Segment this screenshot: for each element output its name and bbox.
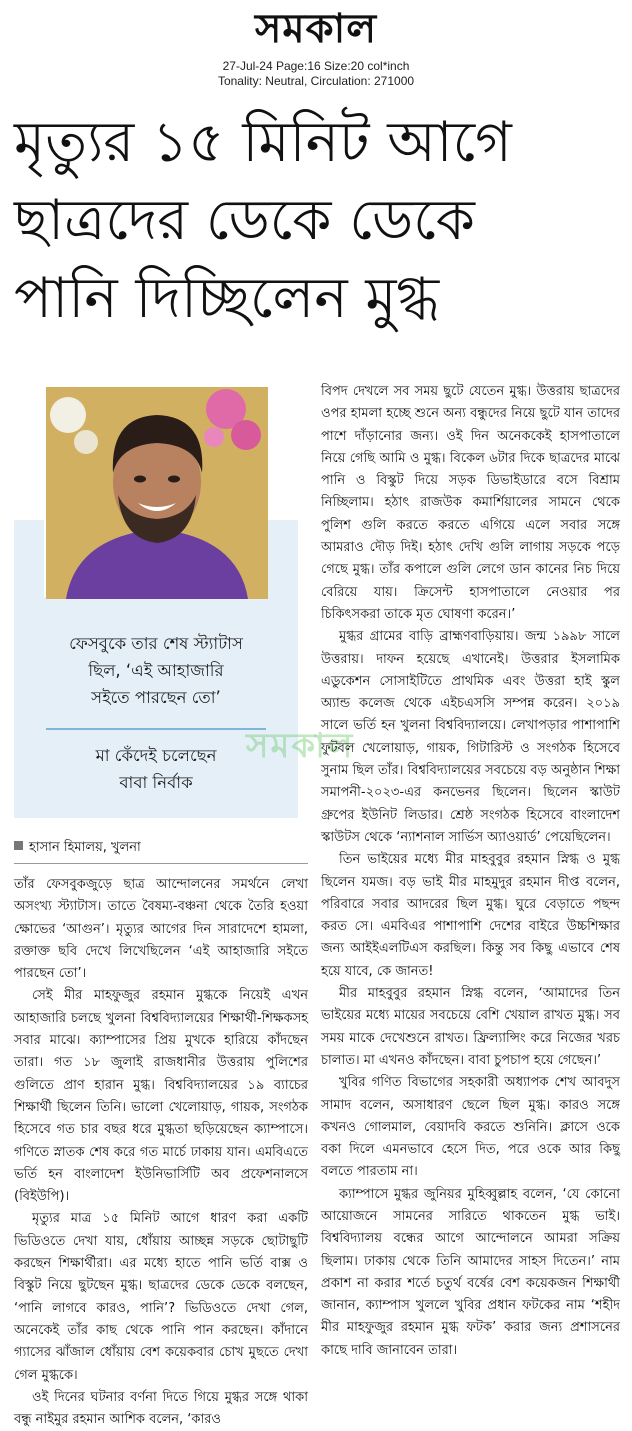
body-paragraph: সেই মীর মাহফুজুর রহমান মুগ্ধকে নিয়েই এখন আহাজারি চলছে খুলনা বিশ্ববিদ্যালয়ের শিক্ষার্থী-শিক্ষকসহ সবার মাঝে। ক্যাম্পাসের প্রিয় মুখকে হারিয়ে কাঁদছেন তারা। গত ১৮ জুলাই রাজধানীর উত্তরায় পুলিশের গুলিতে প্রাণ হারান মুগ্ধ। বিশ্ববিদ্যালয়ের ১৯ ব্যাচের শিক্ষার্থী ছিলেন তিনি। ভালো খেলোয়াড়, গায়ক, সংগঠক হিসেবে গত চার বছর ধরে মুগ্ধতা ছড়িয়েছেন ক্যাম্পাসে। গণিতে স্নাতক শেষ করে গত মার্চে ঢাকায় যান। এমবিএতে ভর্তি হন বাংলাদেশ ইউনিভার্সিটি অব প্রফেশনালসে (বিইউপি)। (14, 988, 308, 1205)
newspaper-logo: সমকাল (254, 6, 378, 52)
body-paragraph: ক্যাম্পাসে মুগ্ধর জুনিয়র মুহিব্বুল্লাহ বলেন, ‘যে কোনো আয়োজনে সামনের সারিতে থাকতেন মুগ্ধ ভাই। বিশ্ববিদ্যালয় বন্ধের আগে আন্দোলনে আমরা সক্রিয় ছিলাম। ঢাকায় থেকে তিনি আমাদের সাহস দিতেন।’ নাম প্রকাশ না করার শর্তে চতুর্থ বর্ষের বেশ কয়েকজন শিক্ষার্থী জানান, ক্যাম্পাস খুললে খুবির প্রধান ফটকের নাম ‘শহীদ মীর মাহফুজুর রহমান মুগ্ধ ফটক’ করার জন্য প্রশাসনের কাছে দাবি জানাবেন তারা। (321, 1186, 620, 1358)
body-paragraph: বিপদ দেখলে সব সময় ছুটে যেতেন মুগ্ধ। উত্তরায় ছাত্রদের ওপর হামলা হচ্ছে শুনে অন্য বন্ধুদের নিয়ে ছুটে যান তাদের পাশে দাঁড়ানোর জন্য। ওই দিন অনেককেই হাসপাতালে নিয়ে গেছি আমি ও মুগ্ধ। বিকেল ৬টার দিকে ছাত্রদের মাঝে পানি ও বিস্কুট দিয়ে সড়ক ডিভাইডারে বসে বিশ্রাম নিচ্ছিলাম। হঠাৎ রাজউক কমার্শিয়ালের সামনে থেকে পুলিশ গুলি করতে করতে এগিয়ে এলে সবার সঙ্গে আমরাও দৌড় দিই। হঠাৎ দেখি গুলি লাগায় সড়কে পড়ে গেছে মুগ্ধ। তাঁর কপালে গুলি লেগে ডান কানের নিচ দিয়ে বেরিয়ে যায়। ক্রিসেন্ট হাসপাতালে নেওয়ার পর চিকিৎসকরা তাকে মৃত ঘোষণা করেন।’ (321, 384, 620, 622)
caption-quote-line-1: ফেসবুকে তার শেষ স্ট্যাটাস (69, 634, 243, 653)
body-paragraph: মীর মাহবুবুর রহমান স্নিগ্ধ বলেন, ‘আমাদের তিন ভাইয়ের মধ্যে মায়ের সবচেয়ে বেশি খেয়াল রাখত মুগ্ধ। সব সময় মাকে দেখেশুনে রাখত। ফ্রিল্যান্সিং করে নিজের খরচ চালাত। মা এখনও কাঁদছেন। বাবা চুপচাপ হয়ে গেছেন।’ (321, 986, 620, 1068)
body-paragraph: ওই দিনের ঘটনার বর্ণনা দিতে গিয়ে মুগ্ধর সঙ্গে থাকা বন্ধু নাইমুর রহমান আশিক বলেন, ‘কারও (14, 1389, 308, 1428)
byline-reporter: হাসান হিমালয় (29, 840, 103, 855)
caption-quote (22, 630, 290, 711)
portrait-photo (44, 385, 266, 597)
portrait-image (46, 387, 268, 599)
caption-sub-line-2: বাবা নির্বাক (119, 773, 193, 792)
clipping-meta-size: 27-Jul-24 Page:16 Size:20 col*inch (222, 59, 410, 73)
headline (14, 104, 622, 338)
body-paragraph: খুবির গণিত বিভাগের সহকারী অধ্যাপক শেখ আবদুস সামাদ বলেন, অসাধারণ ছেলে ছিল মুগ্ধ। কারও সঙ্গে কখনও গোলমাল, বেয়াদবি করতে শুনিনি। ক্লাসে ওকে বকা দিলে এমনভাবে হেসে দিত, পরে ওকে আর কিছু বলতে পারতাম না। (321, 1075, 620, 1180)
byline-square-icon (14, 841, 23, 850)
article-column-right (321, 381, 620, 1362)
article-column-left (14, 874, 308, 1431)
headline-line-3: পানি দিচ্ছিলেন মুগ্ধ (14, 266, 440, 331)
body-paragraph: তিন ভাইয়ের মধ্যে মীর মাহবুবুর রহমান স্নিগ্ধ ও মুগ্ধ ছিলেন যমজ। বড় ভাই মীর মাহমুদুর রহমান দীপ্ত বলেন, পরিবারে সবার আদরের ছিল মুগ্ধ। ঘুরে বেড়াতে পছন্দ করত সে। এমবিএর পাশাপাশি দেশের বাইরে উচ্চশিক্ষার জন্য আইইএলটিএস করছিল। কিন্তু সব কিছু এভাবে শেষ হয়ে যাবে, কে জানত! (321, 852, 620, 979)
clipping-meta-tonality: Tonality: Neutral, Circulation: 271000 (217, 74, 415, 88)
caption-quote-line-3: সইতে পারছেন তো’ (91, 688, 221, 707)
headline-line-2: ছাত্রদের ডেকে ডেকে (14, 188, 475, 253)
body-paragraph: মুগ্ধর গ্রামের বাড়ি ব্রাহ্মণবাড়িয়ায়। জন্ম ১৯৯৮ সালে উত্তরায়। দাফন হয়েছে এখানেই। উত্তরার ইসলামিক এডুকেশন সোসাইটিতে প্রাথমিক এবং উত্তরা হাই স্কুল অ্যান্ড কলেজ থেকে এইচএসসি সম্পন্ন করেন। ২০১৯ সালে ভর্তি হন খুলনা বিশ্ববিদ্যালয়ে। লেখাপড়ার পাশাপাশি ফুটবল খেলোয়াড়, গায়ক, গিটারিস্ট ও সংগঠক হিসেবে সুনাম ছিল তাঁর। বিশ্ববিদ্যালয়ের সবচেয়ে বড় অনুষ্ঠান শিক্ষা সমাপনী-২০২৩-এর কনভেনর ছিলেন। ছিলেন স্কাউট গ্রুপের ইউনিট লিডার। শ্রেষ্ঠ সংগঠক হিসেবে বাংলাদেশ স্কাউটস থেকে ‘ন্যাশনাল সার্ভিস অ্যাওয়ার্ড’ পেয়েছিলেন। (321, 629, 620, 845)
body-paragraph: তাঁর ফেসবুকজুড়ে ছাত্র আন্দোলনের সমর্থনে লেখা অসংখ্য স্ট্যাটাস। তাতে বৈষম্য-বঞ্চনা থেকে তৈরি হওয়া ক্ষোভের ‘আগুন’। মৃত্যুর আগের দিন সারাদেশে হামলা, রক্তাক্ত ছবি দেখে লিখেছিলেন ‘এই আহাজারি সইতে পারছেন তো’। (14, 877, 308, 982)
byline-location: খুলনা (111, 840, 141, 855)
byline-rule (14, 863, 308, 864)
watermark: সমকাল (246, 726, 355, 766)
headline-line-1: মৃত্যুর ১৫ মিনিট আগে (14, 110, 512, 175)
masthead (0, 6, 632, 52)
caption-sub-line-1: মা কেঁদেই চলেছেন (95, 746, 217, 765)
byline: হাসান হিমালয়, খুলনা (14, 838, 298, 858)
caption-divider (46, 728, 266, 730)
caption-quote-line-2: ছিল, ‘এই আহাজারি (88, 661, 224, 680)
body-paragraph: মৃত্যুর মাত্র ১৫ মিনিট আগে ধারণ করা একটি ভিডিওতে দেখা যায়, ধোঁয়ায় আচ্ছন্ন সড়কে ছোটাছুটি করছেন শিক্ষার্থীরা। এর মধ্যে হাতে পানি ভর্তি বাক্স ও বিস্কুট নিয়ে ছুটছেন মুগ্ধ। ছাত্রদের ডেকে ডেকে বলছেন, ‘পানি লাগবে কারও, পানি’? ভিডিওতে দেখা গেল, অনেকেই তাঁর কাছ থেকে পানি পান করছেন। কাঁদানে গ্যাসের ঝাঁজাল ধোঁয়ায় বেশ কয়েকবার চোখ মুছতে দেখা গেল মুগ্ধকে। (14, 1211, 308, 1383)
